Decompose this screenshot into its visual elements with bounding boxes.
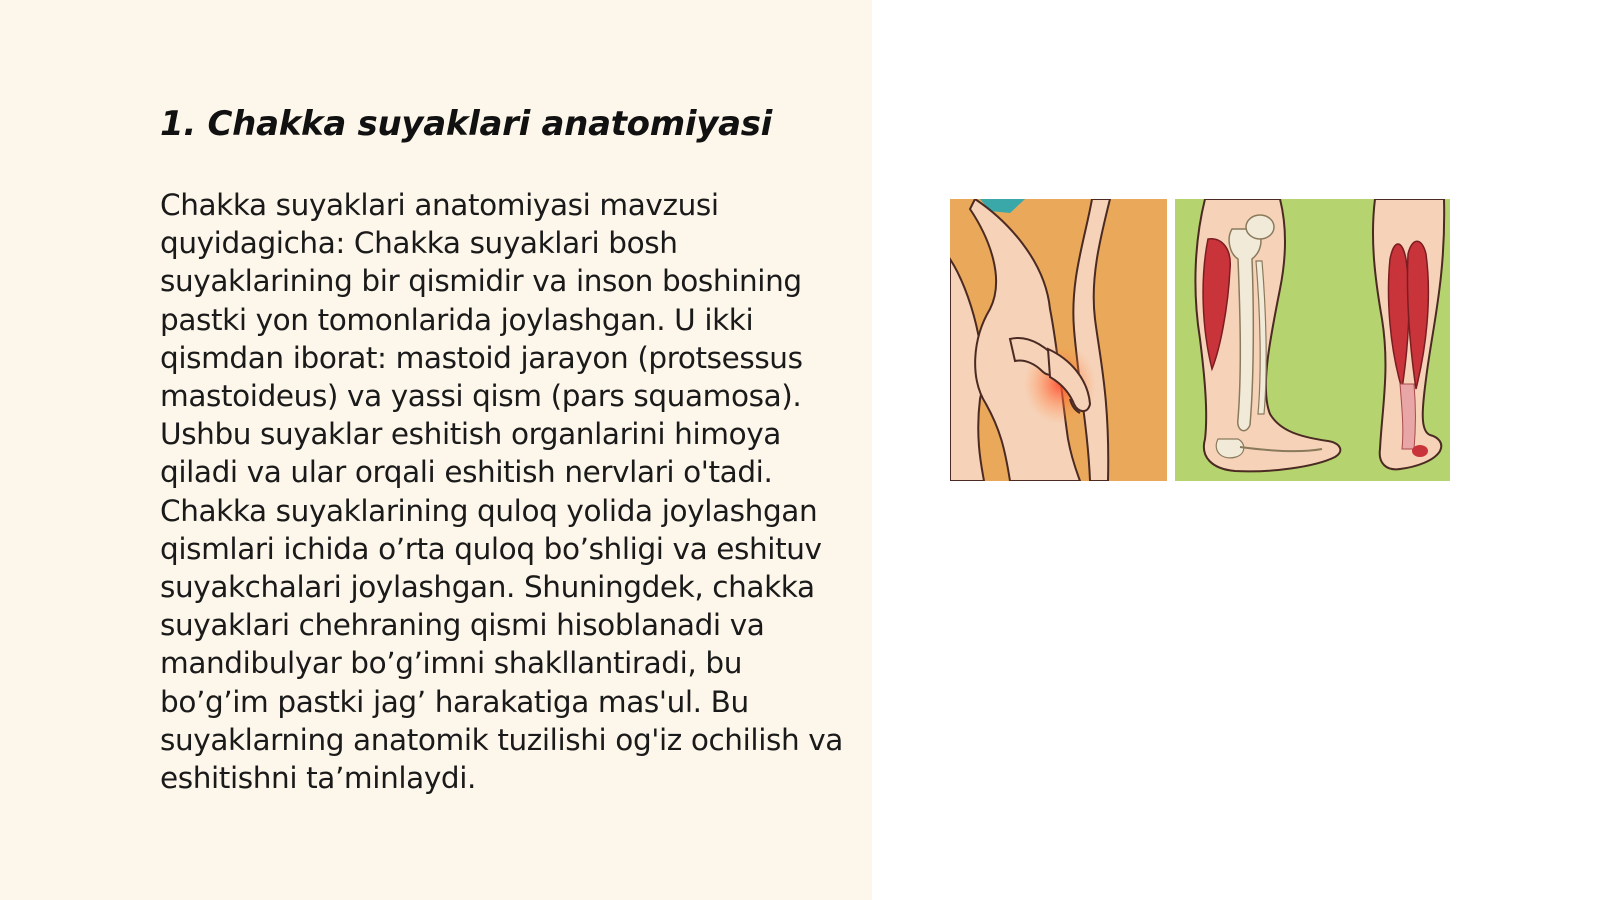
leg-anatomy-illustration <box>1175 199 1450 481</box>
slide-body-text: Chakka suyaklari anatomiyasi mavzusi quyidagicha: Chakka suyaklari bosh suyaklarining bir qismidir va inson boshining pastki yon tomonlarida joylashgan. U ikki qismdan iborat: mastoid jarayon (protsessus mastoideus) va yassi qism (pars squamosa). Ushbu suyaklar eshitish organlarini himoya qiladi va ular orqali eshitish nervlari o'tadi. Chakka suyaklarining quloq yolida joylashgan qismlari ichida o’rta quloq bo’shligi va eshituv suyakchalari joylashgan. Shuningdek, chakka suyaklari chehraning qismi hisoblanadi va mandibulyar bo’g’imni shakllantiradi, bu bo’g’im pastki jag’ harakatiga mas'ul. Bu suyaklarning anatomik tuzilishi og'iz ochilish va eshitishni ta’minlaydi. <box>160 188 843 796</box>
leg-illustration <box>950 199 1450 481</box>
knee-pain-illustration <box>950 199 1167 481</box>
slide-title: 1. Chakka suyaklari anatomiyasi <box>160 104 773 144</box>
